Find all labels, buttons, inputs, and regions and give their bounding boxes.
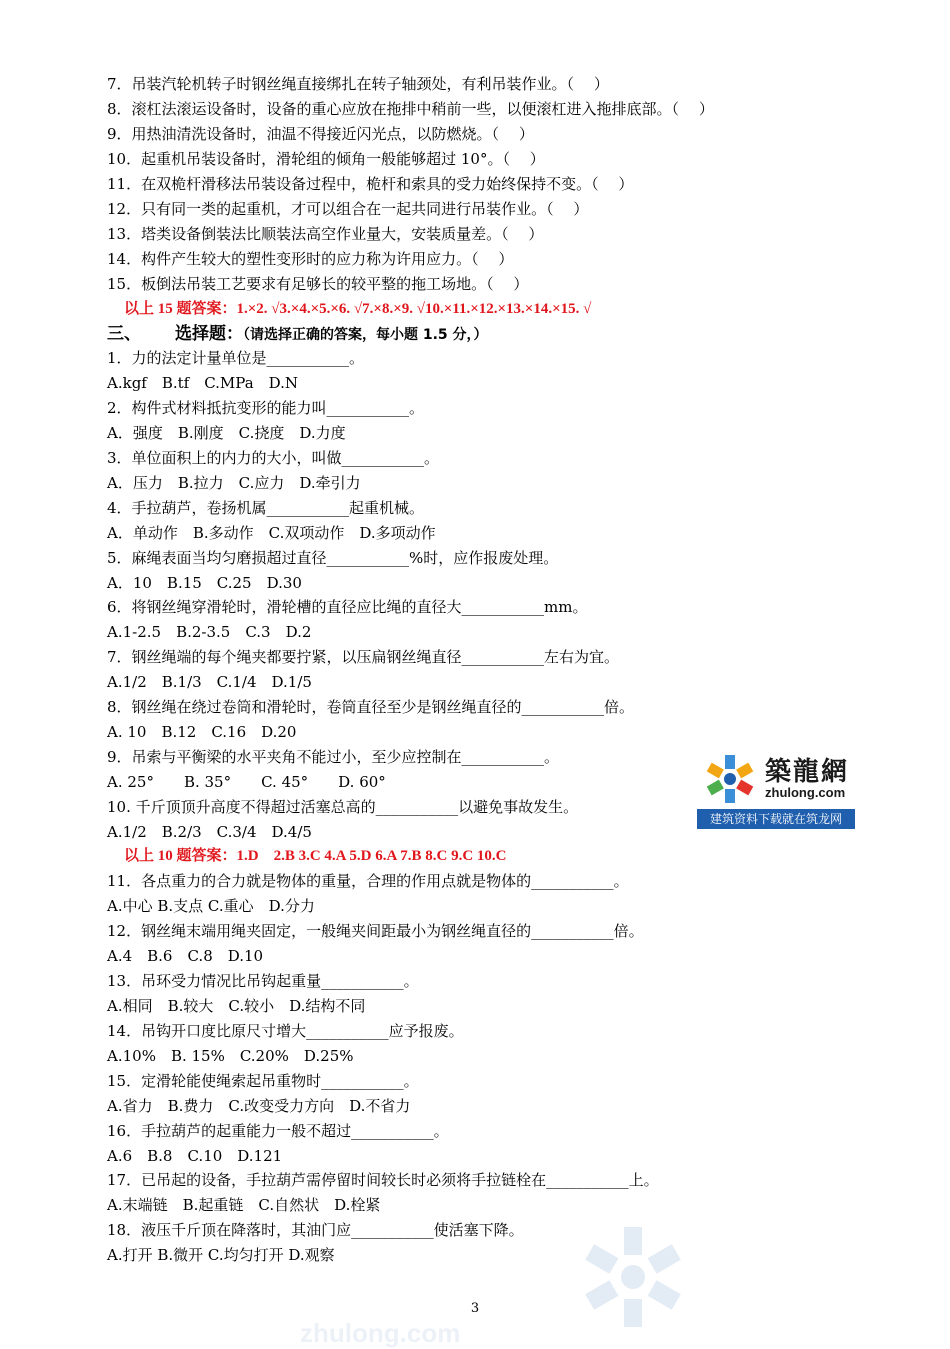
tf-question-11: 11．在双桅杆滑移法吊装设备过程中，桅杆和索具的受力始终保持不变。（ ） xyxy=(107,175,634,193)
mc-options-15: A.省力 B.费力 C.改变受力方向 D.不省力 xyxy=(107,1097,411,1115)
mc-question-1: 1．力的法定计量单位是___________。 xyxy=(107,349,365,367)
tf-question-14: 14．构件产生较大的塑性变形时的应力称为许用应力。（ ） xyxy=(107,250,514,268)
mc-options-13: A.相同 B.较大 C.较小 D.结构不同 xyxy=(107,997,366,1015)
mc-question-16: 16．手拉葫芦的起重能力一般不超过___________。 xyxy=(107,1122,449,1140)
page-number: 3 xyxy=(470,1301,480,1316)
section-heading xyxy=(107,322,488,347)
mc-question-10: 10. 千斤顶顶升高度不得超过活塞总高的___________以避免事故发生。 xyxy=(107,798,579,816)
logo-slogan: 建筑资料下载就在筑龙网 xyxy=(697,809,855,829)
mc-options-8: A. 10 B.12 C.16 D.20 xyxy=(107,723,297,741)
mc-question-6: 6．将钢丝绳穿滑轮时，滑轮槽的直径应比绳的直径大___________mm。 xyxy=(107,598,588,616)
mc-options-9: A. 25° B. 35° C. 45° D. 60° xyxy=(107,773,386,791)
tf-answer-key: 以上 15 题答案：1.×2. √3.×4.×5.×6. √7.×8.×9. √10.×11.×12.×13.×14.×15. √ xyxy=(124,301,592,317)
mc-options-7: A.1/2 B.1/3 C.1/4 D.1/5 xyxy=(107,673,312,691)
mc-question-5: 5．麻绳表面当均匀磨损超过直径___________%时，应作报废处理。 xyxy=(107,549,559,567)
mc-options-6: A.1-2.5 B.2-3.5 C.3 D.2 xyxy=(107,623,312,641)
section-number: 三、 xyxy=(107,324,141,344)
mc-question-9: 9．吊索与平衡梁的水平夹角不能过小，至少应控制在___________。 xyxy=(107,748,560,766)
mc-options-3: A．压力 B.拉力 C.应力 D.牵引力 xyxy=(107,474,361,492)
mc-question-7: 7．钢丝绳端的每个绳夹都要拧紧，以压扁钢丝绳直径___________左右为宜。 xyxy=(107,648,620,666)
tf-question-12: 12．只有同一类的起重机，才可以组合在一起共同进行吊装作业。（ ） xyxy=(107,200,589,218)
mc-options-18: A.打开 B.微开 C.均匀打开 D.观察 xyxy=(107,1246,335,1264)
watermark-text: zhulong.com xyxy=(300,1318,461,1348)
logo-domain: zhulong.com xyxy=(765,785,846,800)
logo-top xyxy=(697,747,855,809)
mc-question-17: 17．已吊起的设备，手拉葫芦需停留时间较长时必须将手拉链栓在___________上。 xyxy=(107,1171,659,1189)
mc-question-11: 11．各点重力的合力就是物体的重量，合理的作用点就是物体的___________。 xyxy=(107,872,629,890)
mc-options-2: A．强度 B.刚度 C.挠度 D.力度 xyxy=(107,424,346,442)
mc-question-18: 18．液压千斤顶在降落时，其油门应___________使活塞下降。 xyxy=(107,1221,524,1239)
mc-options-16: A.6 B.8 C.10 D.121 xyxy=(107,1147,283,1165)
mc-options-4: A．单动作 B.多动作 C.双项动作 D.多项动作 xyxy=(107,524,436,542)
tf-question-7: 7．吊装汽轮机转子时钢丝绳直接绑扎在转子轴颈处，有利吊装作业。（ ） xyxy=(107,75,609,93)
mc-answer-key: 以上 10 题答案：1.D 2.B 3.C 4.A 5.D 6.A 7.B 8.C 9.C 10.C xyxy=(124,848,507,864)
tf-question-10: 10．起重机吊装设备时，滑轮组的倾角一般能够超过 10°。（ ） xyxy=(107,150,545,168)
mc-question-13: 13．吊环受力情况比吊钩起重量___________。 xyxy=(107,972,419,990)
tf-question-13: 13．塔类设备倒装法比顺装法高空作业量大，安装质量差。（ ） xyxy=(107,225,544,243)
mc-question-8: 8．钢丝绳在绕过卷筒和滑轮时，卷筒直径至少是钢丝绳直径的___________倍。 xyxy=(107,698,635,716)
tf-question-8: 8．滚杠法滚运设备时，设备的重心应放在拖排中稍前一些，以便滚杠进入拖排底部。（ ） xyxy=(107,100,714,118)
mc-options-1: A.kgf B.tf C.MPa D.N xyxy=(107,374,299,392)
mc-options-10: A.1/2 B.2/3 C.3/4 D.4/5 xyxy=(107,823,312,841)
mc-options-12: A.4 B.6 C.8 D.10 xyxy=(107,947,264,965)
section-title: 选择题： xyxy=(175,324,243,344)
tf-question-15: 15．板倒法吊装工艺要求有足够长的较平整的拖工场地。（ ） xyxy=(107,275,529,293)
mc-question-4: 4．手拉葫芦，卷扬机属___________起重机械。 xyxy=(107,499,425,517)
mc-question-3: 3．单位面积上的内力的大小，叫做___________。 xyxy=(107,449,440,467)
mc-question-15: 15．定滑轮能使绳索起吊重物时___________。 xyxy=(107,1072,419,1090)
mc-question-2: 2．构件式材料抵抗变形的能力叫___________。 xyxy=(107,399,425,417)
mc-options-11: A.中心 B.支点 C.重心 D.分力 xyxy=(107,897,315,915)
mc-options-17: A.末端链 B.起重链 C.自然状 D.栓紧 xyxy=(107,1196,381,1214)
zhulong-logo[interactable] xyxy=(697,747,855,829)
tf-question-9: 9．用热油清洗设备时，油温不得接近闪光点，以防燃烧。（ ） xyxy=(107,125,534,143)
section-subtitle: （请选择正确的答案，每小题 1.5 分，） xyxy=(243,327,488,343)
mc-options-5: A．10 B.15 C.25 D.30 xyxy=(107,574,302,592)
mc-options-14: A.10% B. 15% C.20% D.25% xyxy=(107,1047,354,1065)
mc-question-12: 12．钢丝绳末端用绳夹固定，一般绳夹间距最小为钢丝绳直径的___________倍。 xyxy=(107,922,644,940)
snowflake-logo-icon xyxy=(701,753,759,805)
logo-chinese-name: 築龍網 xyxy=(765,757,850,787)
mc-question-14: 14．吊钩开口度比原尺寸增大___________应予报废。 xyxy=(107,1022,464,1040)
